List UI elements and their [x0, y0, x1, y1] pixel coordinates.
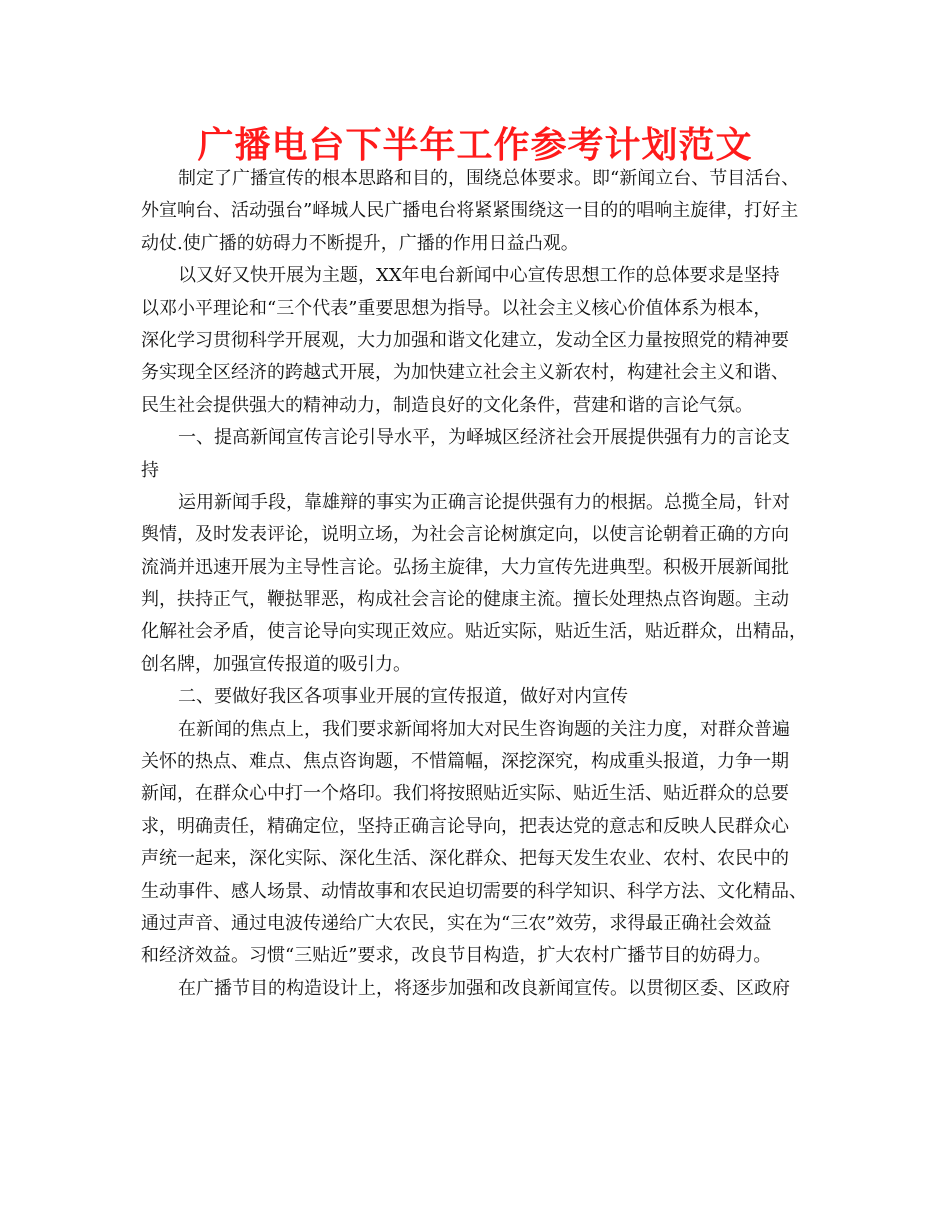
paragraph-line: 制定了广播宣传的根本思路和目的，围绕总体要求。即“新闻立台、节目活台、	[178, 168, 800, 189]
document-title: 广播电台下半年工作参考计划范文	[197, 125, 753, 166]
paragraph-line: 求，明确责任，精确定位，坚持正确言论导向，把表达党的意志和反映人民群众心	[141, 815, 789, 837]
paragraph-line: 在广播节目的构造设计上，将逐步加强和改良新闻宣传。以贯彻区委、区政府	[178, 977, 790, 999]
document-body	[141, 163, 827, 1005]
paragraph-line: 新闻，在群众心中打一个烙印。我们将按照贴近实际、贴近生活、贴近群众的总要	[141, 783, 789, 805]
paragraph-line: 流淌并迅速开展为主导性言论。弘扬主旋律，大力宣传先进典型。积极开展新闻批	[141, 556, 789, 578]
paragraph-line: 判，扶持正气，鞭挞罪恶，构成社会言论的健康主流。擅长处理热点咨询题。主动	[141, 589, 789, 611]
paragraph-line: 民生社会提供强大的精神动力，制造良好的文化条件，营建和谐的言论气氛。	[141, 394, 753, 416]
section-heading-line: 持	[141, 459, 159, 481]
paragraph-line: 创名牌，加强宣传报道的吸引力。	[141, 653, 411, 675]
paragraph-line: 声统一起来，深化实际、深化生活、深化群众、把每天发生农业、农村、农民中的	[141, 848, 789, 870]
paragraph-line: 关怀的热点、难点、焦点咨询题，不惜篇幅，深挖深究，构成重头报道，力争一期	[141, 751, 789, 773]
paragraph-line: 通过声音、通过电波传递给广大农民，实在为“三农”效劳，求得最正确社会效益	[141, 912, 772, 934]
section-heading-line: 一、提高新闻宣传言论引导水平，为峄城区经济社会开展提供强有力的言论支	[178, 427, 790, 449]
paragraph-line: 生动事件、感人场景、动情故事和农民迫切需要的科学知识、科学方法、文化精品、	[141, 880, 807, 902]
paragraph-line: 务实现全区经济的跨越式开展，为加快建立社会主义新农村，构建社会主义和谐、	[141, 362, 789, 384]
paragraph-line: 外宣响台、活动强台”峄城人民广播电台将紧紧围绕这一目的的唱响主旋律，打好主	[141, 200, 799, 222]
paragraph-line: 和经济效益。习惯“三贴近”要求，改良节目构造，扩大农村广播节目的妨碍力。	[141, 945, 772, 967]
paragraph-line: 运用新闻手段，靠雄辩的事实为正确言论提供强有力的根据。总揽全局，针对	[178, 491, 790, 513]
paragraph-line: 在新闻的焦点上，我们要求新闻将加大对民生咨询题的关注力度，对群众普遍	[178, 718, 790, 740]
paragraph-line: 动仗.使广播的妨碍力不断提升，广播的作用日益凸观。	[141, 232, 579, 254]
paragraph-line: 舆情，及时发表评论，说明立场，为社会言论树旗定向，以使言论朝着正确的方向	[141, 524, 789, 546]
paragraph-line: 以又好又快开展为主题，XX年电台新闻中心宣传思想工作的总体要求是坚持	[178, 265, 780, 287]
paragraph-line: 化解社会矛盾，使言论导向实现正效应。贴近实际，贴近生活，贴近群众，出精品，	[141, 621, 807, 643]
section-heading-line: 二、要做好我区各项事业开展的宣传报道，做好对内宣传	[178, 686, 628, 708]
paragraph-line: 以邓小平理论和“三个代表”重要思想为指导。以社会主义核心价值体系为根本，	[141, 297, 772, 319]
paragraph-line: 深化学习贯彻科学开展观，大力加强和谐文化建立，发动全区力量按照党的精神要	[141, 329, 789, 351]
